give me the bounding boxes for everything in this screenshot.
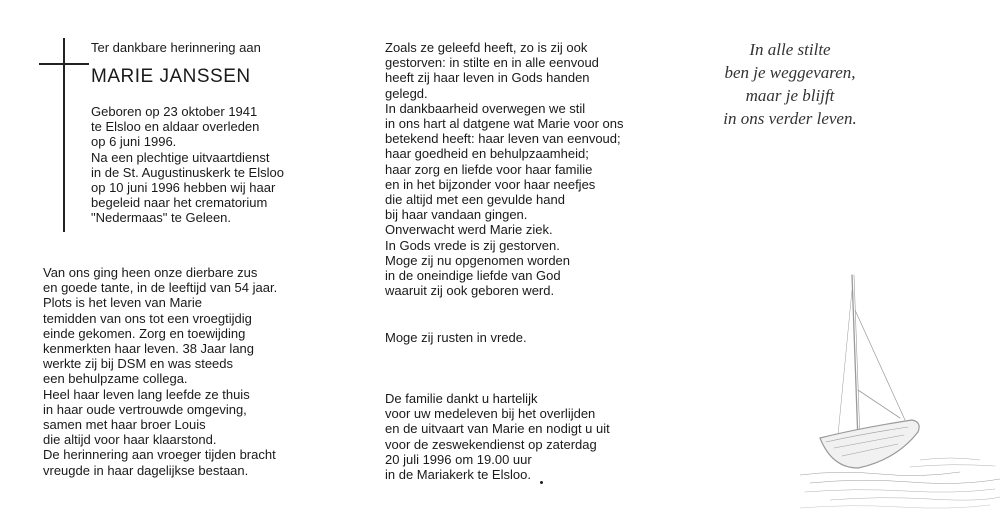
text-line: haar zorg en liefde voor haar familie [385,161,593,177]
text-line: In dankbaarheid overwegen we stil [385,100,586,116]
end-dot [540,481,543,484]
text-line: Heel haar leven lang leefde ze thuis [43,386,250,402]
text-line: een behulpzame collega. [43,371,188,387]
text-line: De herinnering aan vroeger tijden bracht [43,447,276,463]
text-line: waaruit zij ook geboren werd. [385,283,555,299]
text-line: in de St. Augustinuskerk te Elsloo [91,164,284,180]
text-line: werkte zij bij DSM en was steeds [43,356,234,372]
intro-text: Ter dankbare herinnering aan [91,40,261,55]
text-line: en in het bijzonder voor haar neefjes [385,176,596,192]
text-line: in ons hart al datgene wat Marie voor ons [385,116,624,132]
text-line: voor uw medeleven bij het overlijden [385,406,596,422]
poem-line: in ons verder leven. [723,109,857,128]
sailboat-sketch-icon [800,270,1000,520]
text-line: In Gods vrede is zij gestorven. [385,237,560,253]
text-line: en de uitvaart van Marie en nodigt u uit [385,421,610,437]
text-line: en goede tante, in de leeftijd van 54 jaar. [43,280,278,296]
text-line: "Nedermaas" te Geleen. [91,210,232,226]
text-line: in de Mariakerk te Elsloo. [385,467,531,483]
deceased-name: MARIE JANSSEN [91,66,251,87]
poem-line: maar je blijft [745,86,835,105]
poem-line: In alle stilte [749,40,831,59]
text-line: kenmerkten haar leven. 38 Jaar lang [43,341,255,357]
text-line: betekend heeft: haar leven van eenvoud; [385,131,621,147]
text-line: bij haar vandaan gingen. [385,207,528,223]
text-line: gelegd. [385,85,428,101]
text-line: te Elsloo en aldaar overleden [91,119,260,135]
text-line: gestorven: in stilte en in alle eenvoud [385,55,599,71]
text-line: heeft zij haar leven in Gods handen [385,70,590,86]
rest-in-peace-line [385,330,527,345]
text-line: in haar oude vertrouwde omgeving, [43,401,247,417]
text-line: begeleid naar het crematorium [91,195,268,211]
cross-horizontal-bar [39,63,89,65]
text-line: in de oneindige liefde van God [385,268,561,284]
text-line: Na een plechtige uitvaartdienst [91,149,270,165]
text-line: op 10 juni 1996 hebben wij haar [91,180,276,196]
text-line: Moge zij rusten in vrede. [385,330,527,345]
text-line: voor de zeswekendienst op zaterdag [385,436,597,452]
text-line: Van ons ging heen onze dierbare zus [43,265,258,280]
poem [700,38,880,130]
text-line: Onverwacht werd Marie ziek. [385,222,553,238]
text-line: De familie dankt u hartelijk [385,391,538,406]
family-thanks-block [385,391,610,482]
text-line: die altijd met een gevulde hand [385,192,565,208]
birth-death-block [91,104,284,226]
poem-line: ben je weggevaren, [724,63,856,82]
text-line: Geboren op 23 oktober 1941 [91,104,258,119]
text-line: Plots is het leven van Marie [43,295,202,311]
text-line: haar goedheid en behulpzaamheid; [385,146,589,162]
text-line: temidden van ons tot een vroegtijdig [43,310,252,326]
text-line: die altijd voor haar klaarstond. [43,432,217,448]
text-line: vreugde in haar dagelijkse bestaan. [43,462,249,478]
text-line: 20 juli 1996 om 19.00 uur [385,451,532,467]
text-line: einde gekomen. Zorg en toewijding [43,325,246,341]
text-line: samen met haar broer Louis [43,417,206,433]
text-line: op 6 juni 1996. [91,134,177,150]
reflection-column [385,40,623,298]
cross-vertical-bar [63,38,65,232]
life-story-column [43,265,277,478]
text-line: Moge zij nu opgenomen worden [385,252,571,268]
text-line: Zoals ze geleefd heeft, zo is zij ook [385,40,588,55]
